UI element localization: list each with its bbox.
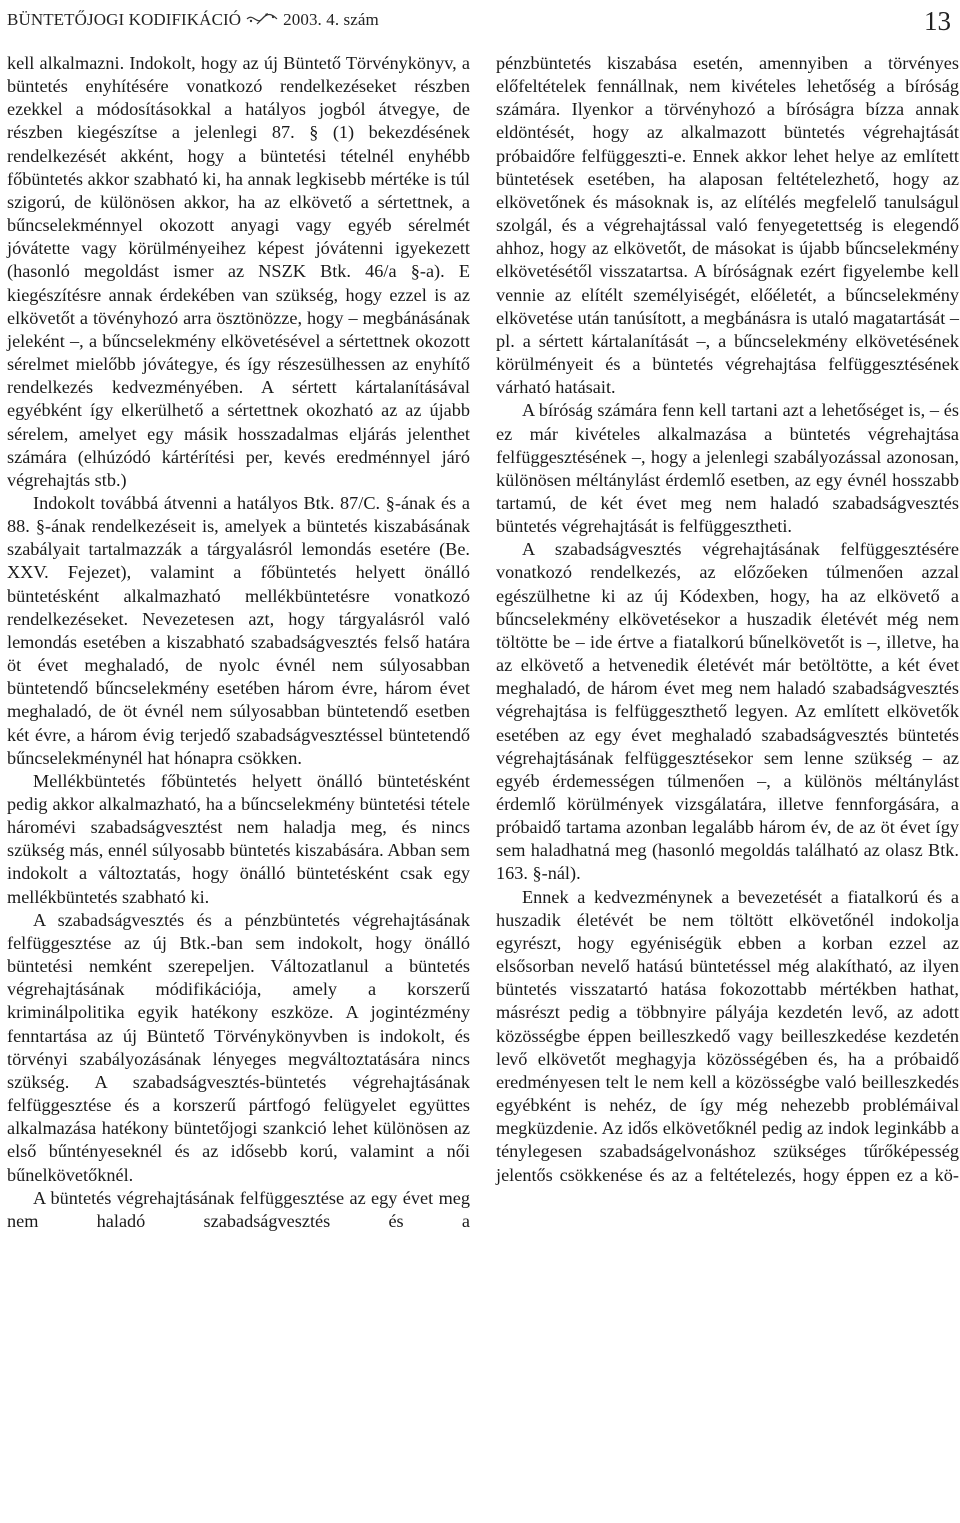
page-number: 13 (924, 6, 951, 36)
left-column (7, 52, 470, 1233)
paragraph: kell alkalmazni. Indokolt, hogy az új Büntető Törvénykönyv, a büntetés enyhítésére vonatkozó rendelkezéseket részben ezekkel a módosításokkal a hatályos jogból átvegye, de részben kiegészítse a jelenlegi 87. § (1) bekezdésének rendelkezését akként, hogy a büntetési tételnél enyhébb főbüntetés akkor szabható ki, ha annak legkisebb mértéke is túl szigorú, de különösen akkor, ha az elkövető a sértettnek, a bűncselekménnyel okozott anyagi vagy egyéb sérelmét jóvátette vagy körülményeihez képest jóvátenni igyekezett (hasonló megoldást ismer az NSZK Btk. 46/a §-a). E kiegészítésre annak érdekében van szükség, hogy ezzel is az elkövetőt a tövényhozó arra ösztönözze, hogy – megbánásának jeleként –, a bűncselekmény elkövetésével a sértettnek okozott sérelmet mielőbb jóvátegye, és így részesülhessen az enyhítő rendelkezés kedvezményében. A sértett kártalanításával egyébként így elkerülhető a sértettnek okozható az az újabb sérelem, amelyet egy másik hosszadalmas eljárás jelenthet számára (elhúzódó kártérítési per, kevés eredménnyel járó végrehajtás stb.) (7, 53, 470, 490)
right-column (496, 52, 959, 1187)
running-header (7, 4, 951, 38)
paragraph: A bíróság számára fenn kell tartani azt a lehetőséget is, – és ez már kivételes alkalmazása a büntetés végrehajtása felfüggesztésének –, hogy a jelenlegi szabályozással azonosan, különösen méltánylást érdemlő esetben, az egy évnél hosszabb tartamú, de két évet meg nem haladó szabadságvesztés büntetés végrehajtását is felfüggesztheti. (496, 400, 959, 537)
header-left (7, 10, 379, 32)
paragraph: Mellékbüntetés főbüntetés helyett önálló büntetésként pedig akkor alkalmazható, ha a bűncselekmény büntetési tétele háromévi szabadságvesztést nem haladja meg, és nincs szükség más, ennél súlyosabb büntetés kiszabására. Abban sem indokolt a változtatás, hogy önálló büntetésként csak egy mellékbüntetés szabható ki. (7, 770, 470, 907)
journal-title: BÜNTETŐJOGI KODIFIKÁCIÓ (7, 10, 242, 29)
issue-label: 2003. 4. szám (283, 10, 379, 29)
paragraph: A büntetés végrehajtásának felfüggesztése az egy évet meg nem haladó szabadságvesztés és a (7, 1187, 470, 1231)
paragraph: A szabadságvesztés és a pénzbüntetés végrehajtásának felfüggesztése az új Btk.-ban sem indokolt, hogy önálló büntetési nemként szerepeljen. Változatlanul a büntetés végrehajtásának módifikációja, amely a korszerű kriminálpolitika egyik hatékony eszköze. A jogintézmény fenntartása az új Büntető Törvénykönyvben is indokolt, és törvényi szabályozásának lényeges megváltoztatására nincs szükség. A szabadságvesztés-büntetés végrehajtásának felfüggesztése és a korszerű pártfogó felügyelet együttes alkalmazása hatékony büntetőjogi szankció lehet különösen az első bűntényeseknél és az idősebb korú, valamint a női bűnelkövetőknél. (7, 909, 470, 1185)
paragraph: A szabadságvesztés végrehajtásának felfüggesztésére vonatkozó rendelkezés, az előzőeken túlmenően azzal egészülhetne ki az új Kódexben, hogy, ha az elkövető a bűncselekmény elkövetésekor a huszadik életévét még nem töltötte be – ide értve a fiatalkorú bűnelkövetőt is –, illetve, ha az elkövető a hetvenedik életévét már betöltötte, a két évet meghaladó, de három évet meg nem haladó szabadságvesztés végrehajtása is felfüggeszthető legyen. Az említett elkövetők esetében az egy évet meghaladó szabadságvesztés büntetés végrehajtásának felfüggesztésekor sem lenne szükség – az egyéb érdemességen túlmenően –, a különös méltánylást érdemlő körülmények vizsgálatára, illetve fennforgására, a próbaidő tartama azonban legalább három év, de az öt évet így sem haladhatná meg (hasonló megoldás található az olasz Btk. 163. §-nál). (496, 539, 959, 884)
paragraph: Indokolt továbbá átvenni a hatályos Btk. 87/C. §-ának és a 88. §-ának rendelkezéseit is, amelyek a büntetés kiszabásának szabályait tartalmazzák a tárgyalásról lemondás esetére (Be. XXV. Fejezet), valamint a főbüntetés helyett önálló büntetésként alkalmazható mellékbüntetésre vonatkozó rendelkezéseket. Nevezetesen azt, hogy tárgyalásról való lemondás esetében a kiszabható szabadságvesztés felső határa öt évet meghaladó, de nyolc évnél nem súlyosabban büntetendő bűncselekmény esetében három évre, három évet meghaladó, de öt évnél nem súlyosabban büntetendő esetben két évre, a három évig terjedő szabadságvesztéssel büntetendő bűncselekménynél hat hónapra csökken. (7, 492, 470, 768)
paragraph: pénzbüntetés kiszabása esetén, amennyiben a törvényes előfeltételek fennállnak, nem kivételes lehetőség a bíróság számára. Ilyenkor a törvényhozó a bíróságra bízza annak eldöntését, hogy az alkalmazott büntetés végrehajtását próbaidőre felfüggeszti-e. Ennek akkor lehet helye az említett büntetések esetében, ha alaposan feltételezhető, hogy az elkövetőnek és másoknak is, az elítélés megfelelő tanulságul szolgál, és a végrehajtással való fenyegetettség is elegendő ahhoz, hogy az elkövetőt, de másokat is újabb bűncselekmény elkövetésétől visszatartsa. A bíróságnak ezért figyelembe kell vennie az elítélt személyiségét, előéletét, a bűncselekmény elkövetése után tanúsított, a megbánásra is utaló magatartását – pl. a sértett kártalanítását –, a bűncselekmény elkövetésének körülményeit és a büntetés végrehajtása felfüggesztésének várható hatásait. (496, 53, 959, 398)
paragraph: Ennek a kedvezménynek a bevezetését a fiatalkorú és a huszadik életévét be nem töltött elkövetőnél indokolja egyrészt, hogy egyéniségük ebben a korban ezzel az elsősorban nevelő hatású büntetéssel még alakítható, az ilyen büntetés visszatartó hatása fokozottabb mértékben hathat, másrészt pedig a többnyire pályája kezdetén levő, az adott közösségbe éppen beilleszkedő vagy beilleszkedése kezdetén levő elkövetőt meghagyja közösségében és, ha a próbaidő eredményesen telt le nem kell a közösségbe való beilleszkedés egyébként is nehéz, de így még nehezebb problémáival megküzdenie. Az idős elkövetőknél pedig az indok leginkább a ténylegesen szabadságelvonáshoz szükséges tűrőképesség jelentős csökkenése és az a feltételezés, hogy éppen ez a kö- (496, 886, 959, 1185)
quill-flourish-icon (245, 11, 279, 32)
